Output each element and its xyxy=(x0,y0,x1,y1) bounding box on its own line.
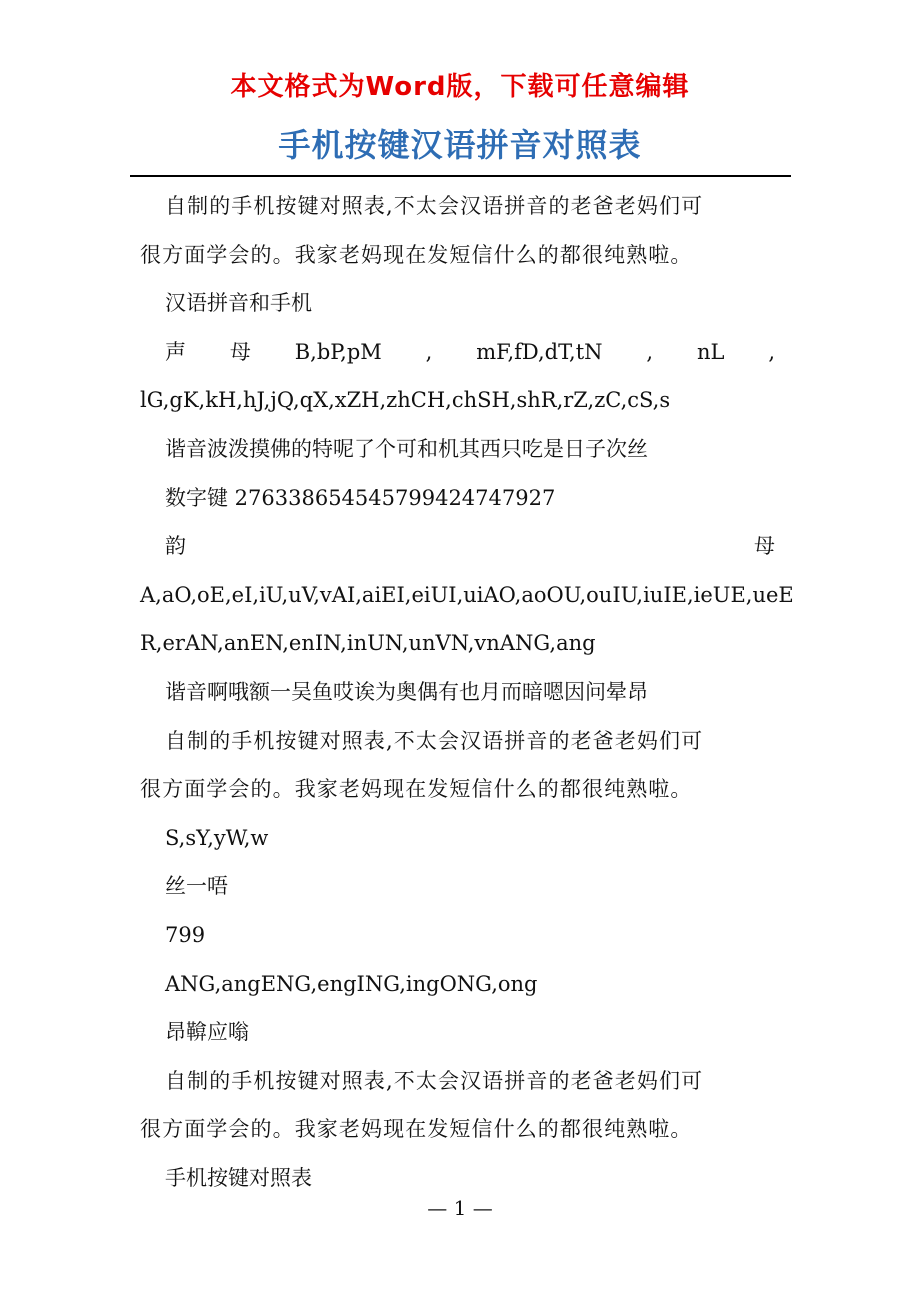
intro-line-2: 很方面学会的。我家老妈现在发短信什么的都很纯熟啦。 xyxy=(140,242,693,267)
shengmu-cell: , xyxy=(646,339,654,364)
shengmu-cell: nL xyxy=(696,339,725,364)
extra-letters: S,sY,yW,w xyxy=(165,825,269,850)
repeat1-line-1: 自制的手机按键对照表,不太会汉语拼音的老爸老妈们可 xyxy=(165,728,704,753)
shengmu-cell: B,bP,pM xyxy=(294,339,382,364)
yunmu-label-right: 母 xyxy=(754,534,775,559)
shengmu-homophones: 谐音波泼摸佛的特呢了个可和机其西只吃是日子次丝 xyxy=(165,436,648,461)
download-banner: 本文格式为Word版，下载可任意编辑 xyxy=(230,72,690,102)
document-title: 手机按键汉语拼音对照表 xyxy=(278,126,642,164)
nasal-homophones: 昂鞥应嗡 xyxy=(165,1020,249,1045)
yunmu-label-row xyxy=(140,522,775,571)
shengmu-cell: , xyxy=(425,339,433,364)
nasal-finals: ANG,angENG,engING,ingONG,ong xyxy=(165,971,538,996)
shengmu-cell: 母 xyxy=(229,339,251,364)
extra-homophones: 丝一唔 xyxy=(165,874,228,899)
intro-line-1: 自制的手机按键对照表,不太会汉语拼音的老爸老妈们可 xyxy=(165,194,704,218)
shengmu-cell: , xyxy=(768,339,775,364)
section-heading: 汉语拼音和手机 xyxy=(165,291,312,316)
extra-keys: 799 xyxy=(165,922,206,947)
repeat1-line-2: 很方面学会的。我家老妈现在发短信什么的都很纯熟啦。 xyxy=(140,777,693,802)
shengmu-row xyxy=(140,328,775,377)
shengmu-keys: 数字键 27633865454579942474792​7 xyxy=(165,485,556,510)
closing-heading: 手机按键对照表 xyxy=(165,1165,312,1190)
repeat2-line-2: 很方面学会的。我家老妈现在发短信什么的都很纯熟啦。 xyxy=(140,1117,693,1142)
shengmu-cell: mF,fD,dT,tN xyxy=(476,339,603,364)
document-body xyxy=(140,182,794,1202)
shengmu-continued: lG,gK,kH,hJ,jQ,qX,xZH,zhCH,chSH,shR,rZ,zC,cS,s xyxy=(140,388,671,413)
shengmu-cell: 声 xyxy=(165,339,186,364)
yunmu-label-left: 韵 xyxy=(165,534,186,559)
yunmu-homophones: 谐音啊哦额一吴鱼哎诶为奥偶有也月而暗嗯因问晕昂 xyxy=(165,679,648,704)
title-divider xyxy=(130,175,791,177)
yunmu-line-1: A,aO,oE,eI,iU,uV,vAI,aiEI,eiUI,uiAO,aoOU,ouIU,iuIE,ieUE,ueE xyxy=(140,582,794,607)
yunmu-line-2: R,erAN,anEN,enIN,inUN,unVN,vnANG,ang xyxy=(140,631,596,656)
repeat2-line-1: 自制的手机按键对照表,不太会汉语拼音的老爸老妈们可 xyxy=(165,1068,704,1093)
page-number: — 1 — xyxy=(427,1196,493,1220)
